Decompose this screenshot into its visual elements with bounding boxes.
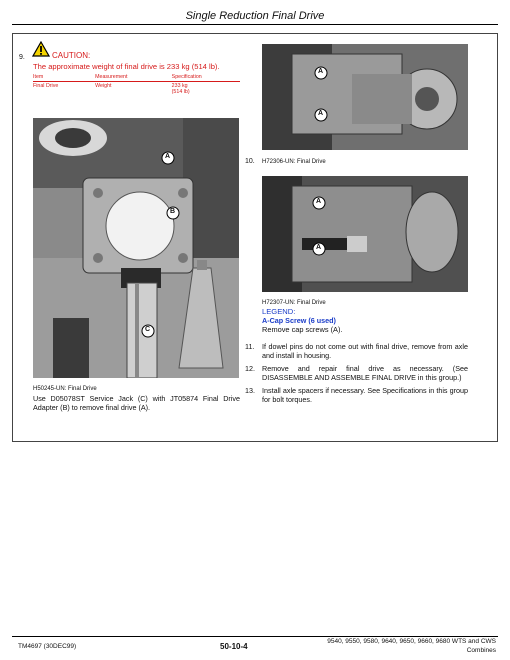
callout-a: A xyxy=(161,151,175,165)
spec-table-header xyxy=(33,73,240,82)
step-11-number: 11. xyxy=(245,342,255,351)
spec-cell-specification xyxy=(172,82,240,97)
page-header xyxy=(12,8,498,25)
spec-header-specification: Specification xyxy=(172,73,240,82)
table-row xyxy=(33,82,240,97)
legend-title: LEGEND: xyxy=(262,307,296,316)
photo-final-drive-side xyxy=(262,176,468,292)
spec-cell-item: Final Drive xyxy=(33,83,59,89)
photo-caption-h50245: H50245-UN: Final Drive xyxy=(33,386,97,392)
step-12-text: Remove and repair final drive as necessary. (See DISASSEMBLE AND ASSEMBLE FINAL DRIVE in this group.) xyxy=(262,363,468,383)
photo-caption-h72307: H72307-UN: Final Drive xyxy=(262,300,326,306)
spec-table xyxy=(33,73,240,96)
step-9-instruction: Use D05078ST Service Jack (C) with JT05874 Final Drive Adapter (B) to remove final drive (A). xyxy=(33,394,240,413)
callout-a-side-1: A xyxy=(312,196,326,210)
step-10-instruction: Remove cap screws (A). xyxy=(262,325,343,334)
caution-text: The approximate weight of final drive is 233 kg (514 lb). xyxy=(33,62,220,71)
callout-a-side-2: A xyxy=(312,242,326,256)
callout-a-top-1: A xyxy=(314,66,328,80)
spec-value-metric: 233 kg xyxy=(171,83,188,89)
callout-c: C xyxy=(141,324,155,338)
spec-header-item: Item xyxy=(33,73,95,82)
models-line-1: 9540, 9550, 9580, 9640, 9650, 9660, 9680 WTS and CWS xyxy=(327,638,496,645)
photo-final-drive-jack xyxy=(33,118,239,378)
warning-triangle-icon xyxy=(32,41,50,62)
spec-value-imperial: (514 lb) xyxy=(171,89,190,95)
photo-caption-h72306: H72306-UN: Final Drive xyxy=(262,159,326,165)
step-13-text: Install axle spacers if necessary. See Specifications in this group for bolt torques. xyxy=(262,385,468,405)
doc-id: TM4697 (30DEC99) xyxy=(18,643,77,650)
list-item xyxy=(245,386,468,405)
list-item xyxy=(245,364,468,383)
step-13-number: 13. xyxy=(245,385,255,395)
spec-header-measurement: Measurement xyxy=(95,73,172,82)
callout-a-top-2: A xyxy=(314,108,328,122)
page-footer xyxy=(12,636,498,657)
step-9-number: 9. xyxy=(19,54,25,61)
legend-item-a: A-Cap Screw (6 used) xyxy=(262,316,336,325)
spec-table-wrap xyxy=(33,73,240,96)
photo-final-drive-top xyxy=(262,44,468,150)
steps-list xyxy=(245,342,468,404)
caution-label: CAUTION: xyxy=(52,51,91,60)
step-10-number: 10. xyxy=(245,158,255,165)
spec-cell-measurement: Weight xyxy=(95,83,112,89)
page-title: Single Reduction Final Drive xyxy=(185,10,325,22)
callout-b: B xyxy=(166,206,180,220)
step-11-text: If dowel pins do not come out with final drive, remove from axle and install in housing. xyxy=(262,342,468,361)
step-12-number: 12. xyxy=(245,363,255,373)
models-line-2: Combines xyxy=(466,647,496,654)
page-number: 50-10-4 xyxy=(220,642,248,651)
list-item xyxy=(245,342,468,361)
